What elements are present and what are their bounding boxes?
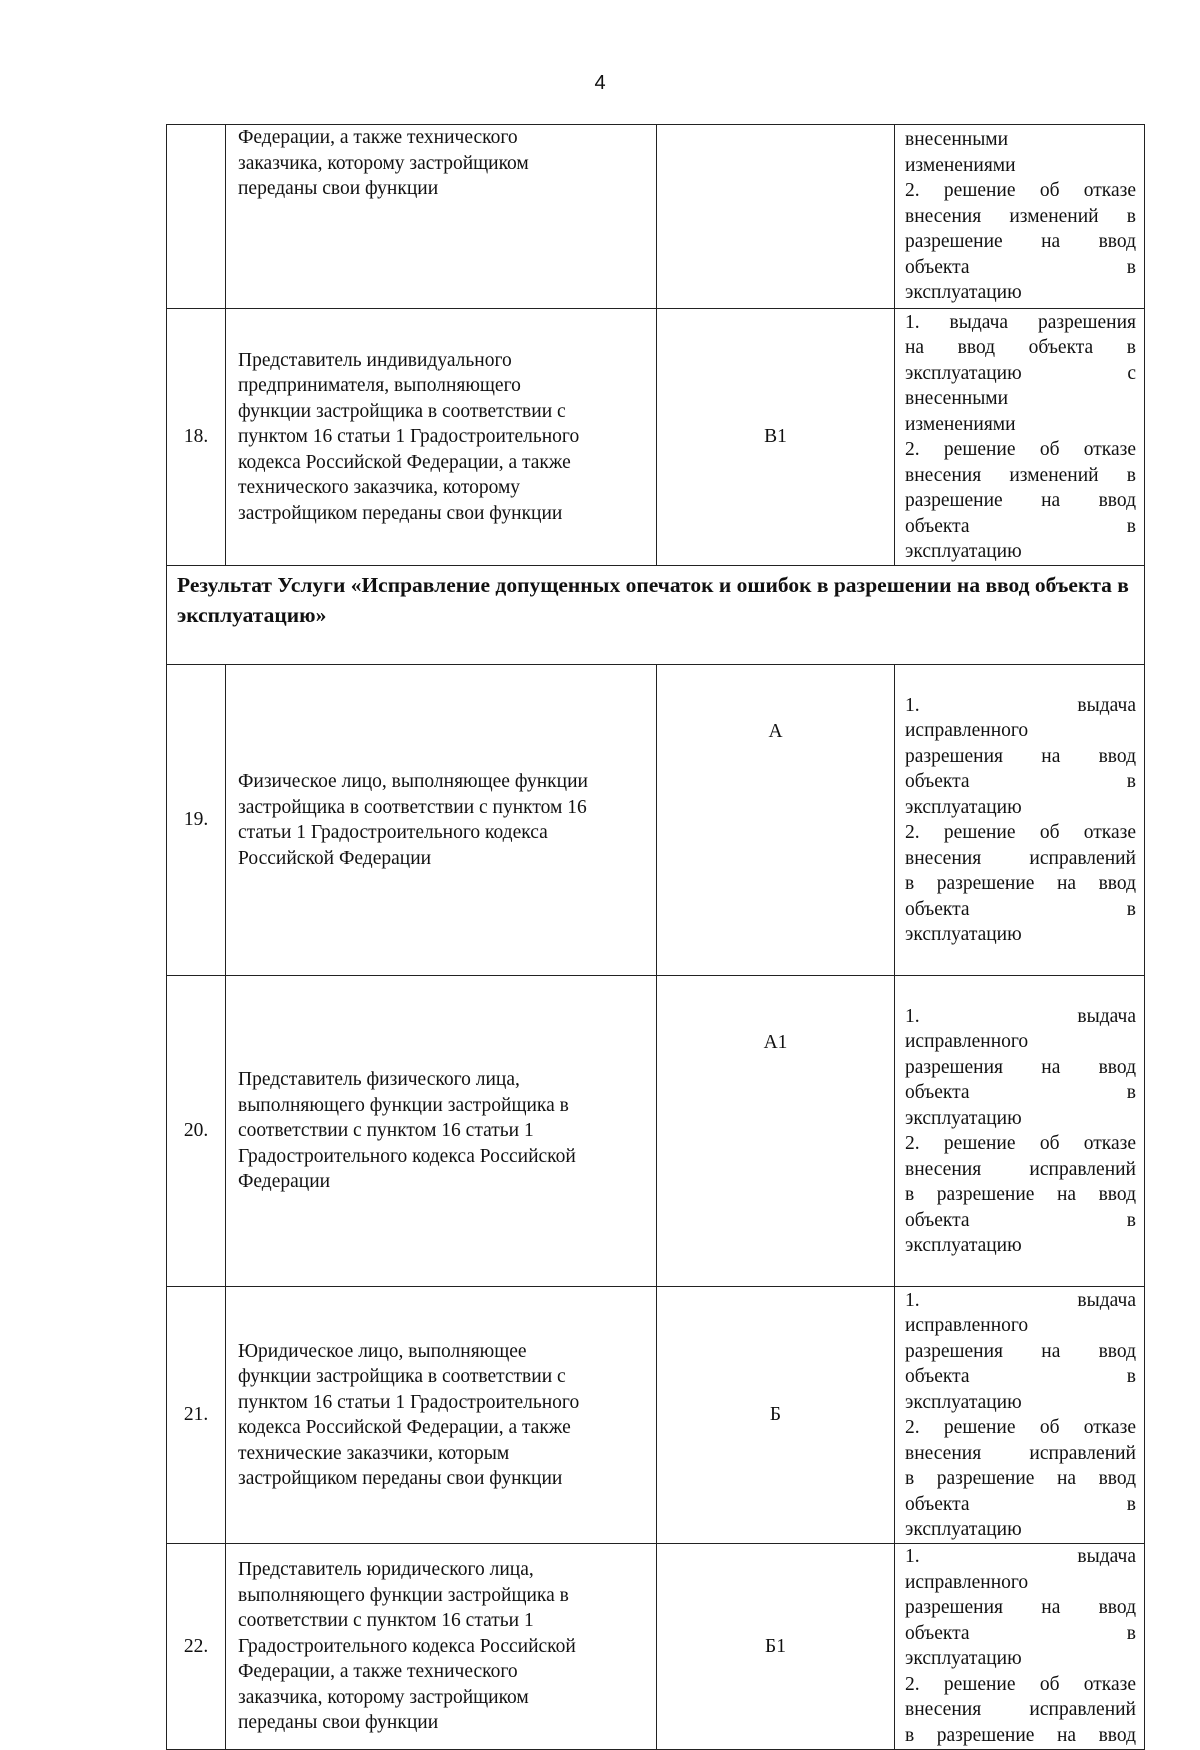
applicant-line: соответствии с пунктом 16 статьи 1	[238, 1610, 534, 1632]
result-line: эксплуатацию	[905, 282, 1022, 304]
result-line: в разрешение на ввод	[905, 1468, 1136, 1489]
row-number: 18.	[167, 309, 226, 566]
result-line: исправленного	[905, 1315, 1029, 1336]
result-line: объекта в	[905, 515, 1136, 537]
result-line: в разрешение на ввод	[905, 873, 1136, 894]
category-code: Б	[657, 1287, 895, 1544]
table-row	[167, 1544, 1145, 1750]
result-cell	[895, 1287, 1145, 1544]
row-number: 22.	[167, 1544, 226, 1750]
result-line: объекта в	[905, 1622, 1136, 1644]
result-line: 2. решение об отказе	[905, 439, 1136, 460]
table-row	[167, 976, 1145, 1287]
applicant-line: пунктом 16 статьи 1 Градостроительного	[238, 1391, 580, 1413]
table-row	[167, 125, 1145, 309]
result-line: объекта в	[905, 771, 1136, 792]
applicant-line: заказчика, которому застройщиком	[238, 152, 529, 174]
result-line: 2. решение об отказе	[905, 1417, 1136, 1438]
result-line: разрешения на ввод	[905, 1340, 1136, 1362]
services-table	[166, 124, 1145, 1750]
applicant-line: Федерации, а также технического	[238, 1661, 518, 1683]
result-line: эксплуатацию с	[905, 362, 1136, 384]
result-line: внесенными	[905, 129, 1009, 151]
applicant-line: статьи 1 Градостроительного кодекса	[238, 822, 548, 843]
result-line: разрешение на ввод	[905, 490, 1136, 511]
result-line: внесения исправлений	[905, 1158, 1136, 1180]
category-code: Б1	[657, 1544, 895, 1750]
applicant-line: переданы свои функции	[238, 178, 439, 199]
result-line: 2. решение об отказе	[905, 1673, 1136, 1695]
section-header-row	[167, 566, 1145, 665]
result-line: эксплуатацию	[905, 541, 1022, 562]
category-code: А1	[657, 976, 895, 1287]
section-title: Результат Услуги «Исправление допущенных опечаток и ошибок в разрешении на ввод объекта в эксплуатацию»	[167, 566, 1145, 665]
result-line: эксплуатацию	[905, 924, 1022, 945]
applicant-line: заказчика, которому застройщиком	[238, 1686, 529, 1708]
result-line: эксплуатацию	[905, 1648, 1022, 1669]
applicant-cell	[226, 665, 657, 976]
applicant-line: кодекса Российской Федерации, а также	[238, 451, 571, 473]
result-cell	[895, 125, 1145, 309]
result-line: 1. выдача разрешения	[905, 311, 1136, 333]
result-line: в разрешение на ввод	[905, 1724, 1136, 1746]
result-line: 2. решение об отказе	[905, 1133, 1136, 1154]
applicant-cell	[226, 976, 657, 1287]
result-line: в разрешение на ввод	[905, 1184, 1136, 1205]
row-number: 21.	[167, 1287, 226, 1544]
applicant-line: выполняющего функции застройщика в	[238, 1094, 569, 1116]
result-line: 1. выдача	[905, 694, 1136, 716]
applicant-line: технические заказчики, которым	[238, 1442, 510, 1464]
result-line: исправленного	[905, 720, 1029, 741]
result-line: объекта в	[905, 1082, 1136, 1103]
result-cell	[895, 309, 1145, 566]
applicant-line: Представитель физического лица,	[238, 1069, 520, 1091]
table-row	[167, 665, 1145, 976]
applicant-line: кодекса Российской Федерации, а также	[238, 1417, 571, 1438]
result-line: объекта в	[905, 1209, 1136, 1231]
applicant-line: Российской Федерации	[238, 847, 432, 869]
applicant-line: Градостроительного кодекса Российской	[238, 1145, 576, 1167]
result-line: на ввод объекта в	[905, 337, 1136, 358]
result-line: разрешения на ввод	[905, 1056, 1136, 1078]
result-line: эксплуатацию	[905, 796, 1022, 818]
result-line: объекта в	[905, 1366, 1136, 1387]
applicant-line: Юридическое лицо, выполняющее	[238, 1340, 527, 1362]
result-cell	[895, 665, 1145, 976]
applicant-line: Физическое лицо, выполняющее функции	[238, 771, 588, 792]
result-line: исправленного	[905, 1571, 1029, 1593]
result-line: разрешение на ввод	[905, 231, 1136, 253]
applicant-line: технического заказчика, которому	[238, 477, 521, 499]
result-line: внесения исправлений	[905, 847, 1136, 869]
result-cell	[895, 976, 1145, 1287]
result-line: исправленного	[905, 1031, 1029, 1052]
result-line: эксплуатацию	[905, 1107, 1022, 1129]
result-line: внесения исправлений	[905, 1442, 1136, 1464]
applicant-line: застройщиком переданы свои функции	[238, 1468, 563, 1489]
result-line: 1. выдача	[905, 1289, 1136, 1311]
result-line: 1. выдача	[905, 1005, 1136, 1027]
applicant-line: выполняющего функции застройщика в	[238, 1584, 569, 1606]
result-line: 2. решение об отказе	[905, 822, 1136, 843]
result-line: разрешения на ввод	[905, 1597, 1136, 1618]
result-line: эксплуатацию	[905, 1391, 1022, 1413]
applicant-line: функции застройщика в соответствии с	[238, 400, 566, 422]
row-number: 19.	[167, 665, 226, 976]
result-line: объекта в	[905, 1493, 1136, 1515]
applicant-line: предпринимателя, выполняющего	[238, 375, 521, 397]
result-line: изменениями	[905, 154, 1016, 176]
applicant-line: соответствии с пунктом 16 статьи 1	[238, 1120, 534, 1142]
result-line: внесения исправлений	[905, 1699, 1136, 1720]
applicant-line: Представитель юридического лица,	[238, 1559, 534, 1581]
applicant-line: застройщика в соответствии с пунктом 16	[238, 796, 587, 818]
category-code	[657, 125, 895, 309]
result-line: внесения изменений в	[905, 464, 1136, 486]
row-number: 20.	[167, 976, 226, 1287]
category-code: А	[657, 665, 895, 976]
result-line: разрешения на ввод	[905, 745, 1136, 767]
applicant-cell	[226, 125, 657, 309]
result-line: изменениями	[905, 413, 1016, 435]
result-line: эксплуатацию	[905, 1235, 1022, 1256]
applicant-line: Федерации, а также технического	[238, 127, 518, 148]
applicant-line: застройщиком переданы свои функции	[238, 502, 563, 524]
applicant-line: Градостроительного кодекса Российской	[238, 1635, 576, 1657]
result-line: объекта в	[905, 256, 1136, 278]
table-row	[167, 309, 1145, 566]
applicant-cell	[226, 1287, 657, 1544]
result-line: эксплуатацию	[905, 1519, 1022, 1540]
result-line: 1. выдача	[905, 1546, 1136, 1567]
applicant-line: переданы свои функции	[238, 1712, 439, 1734]
result-line: объекта в	[905, 898, 1136, 920]
category-code: В1	[657, 309, 895, 566]
result-line: 2. решение об отказе	[905, 180, 1136, 202]
applicant-line: пунктом 16 статьи 1 Градостроительного	[238, 426, 580, 448]
result-cell	[895, 1544, 1145, 1750]
applicant-cell	[226, 1544, 657, 1750]
applicant-line: Представитель индивидуального	[238, 349, 512, 371]
result-line: внесенными	[905, 388, 1009, 409]
applicant-line: Федерации	[238, 1171, 331, 1193]
table-row	[167, 1287, 1145, 1544]
page-number: 4	[594, 72, 606, 94]
applicant-cell	[226, 309, 657, 566]
result-line: внесения изменений в	[905, 205, 1136, 227]
row-number	[167, 125, 226, 309]
applicant-line: функции застройщика в соответствии с	[238, 1366, 566, 1387]
